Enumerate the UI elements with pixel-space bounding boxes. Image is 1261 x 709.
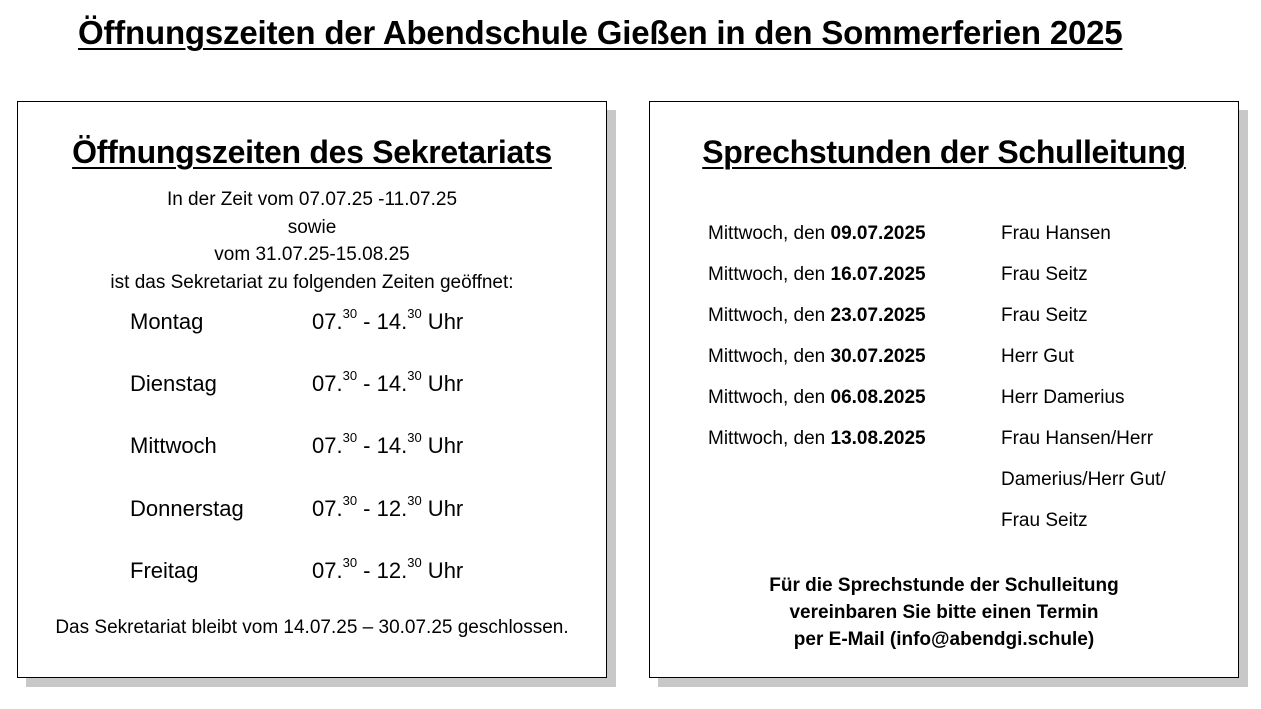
time-range: 07.30 - 12.30 Uhr — [312, 493, 464, 521]
weekday-label: Donnerstag — [130, 496, 244, 521]
intro-line: vom 31.07.25-15.08.25 — [214, 244, 410, 265]
time-range: 07.30 - 14.30 Uhr — [312, 368, 464, 396]
appointment-person: Frau Seitz — [1001, 264, 1088, 285]
weekday-label: Mittwoch — [130, 433, 217, 458]
appointment-person: Frau Hansen — [1001, 223, 1111, 244]
consultation-heading: Sprechstunden der Schulleitung — [702, 134, 1186, 170]
contact-line: vereinbaren Sie bitte einen Termin — [789, 602, 1099, 623]
secretariat-hours-panel — [17, 101, 607, 678]
intro-line: ist das Sekretariat zu folgenden Zeiten geöffnet: — [110, 271, 514, 293]
appointment-date: 16.07.2025 — [830, 264, 926, 285]
appointment-person: Frau Seitz — [1001, 305, 1088, 326]
appointment-date: 09.07.2025 — [830, 223, 926, 244]
appointment-person: Frau Hansen/Herr — [1001, 428, 1154, 449]
intro-line: sowie — [287, 216, 337, 238]
contact-line: Für die Sprechstunde der Schulleitung — [769, 575, 1119, 596]
weekday-label: Dienstag — [130, 371, 217, 396]
appointment-date: 23.07.2025 — [830, 305, 926, 326]
appointment-date: 30.07.2025 — [830, 346, 926, 367]
secretariat-heading: Öffnungszeiten des Sekretariats — [72, 134, 552, 170]
intro-line: In der Zeit vom 07.07.25 -11.07.25 — [166, 189, 458, 210]
appointment-person: Herr Damerius — [1001, 387, 1125, 408]
contact-email-line: per E-Mail (info@abendgi.schule) — [793, 629, 1095, 650]
appointment-date: 06.08.2025 — [830, 387, 926, 408]
closed-note: Das Sekretariat bleibt vom 14.07.25 – 30.07.25 geschlossen. — [55, 617, 569, 638]
page-title: Öffnungszeiten der Abendschule Gießen in den Sommerferien 2025 — [78, 14, 1123, 51]
appointment-person-continued: Frau Seitz — [1001, 510, 1088, 531]
time-range: 07.30 - 14.30 Uhr — [312, 306, 464, 334]
time-range: 07.30 - 12.30 Uhr — [312, 555, 464, 583]
weekday-label: Freitag — [130, 558, 199, 583]
appointment-date: 13.08.2025 — [830, 428, 926, 449]
appointment-person-continued: Damerius/Herr Gut/ — [1001, 469, 1166, 490]
time-range: 07.30 - 14.30 Uhr — [312, 430, 464, 458]
secretariat-intro — [18, 186, 606, 296]
weekday-label: Montag — [130, 309, 204, 334]
contact-note — [650, 572, 1238, 653]
consultation-hours-panel: Sprechstunden der Schulleitung Mittwoch, den 09.07.2025 Frau Hansen Mittwoch, den 16.07.2025 Frau Seitz Mittwoch, den 23.07.2025 Frau Seitz Mittwoch, den 30.07.2025 Herr Gut Mittwoch, den 06.08.2025 Herr Damerius Mittwoch, den 13.08.2025 Frau Hansen/Herr Damerius/Herr Gut/ Frau Seitz Für die Sprechstunde der Schulleitung vereinbaren Sie bitte einen Termin per E-Mail (info@abendgi.schule) — [649, 101, 1239, 678]
appointment-person: Herr Gut — [1001, 346, 1074, 367]
